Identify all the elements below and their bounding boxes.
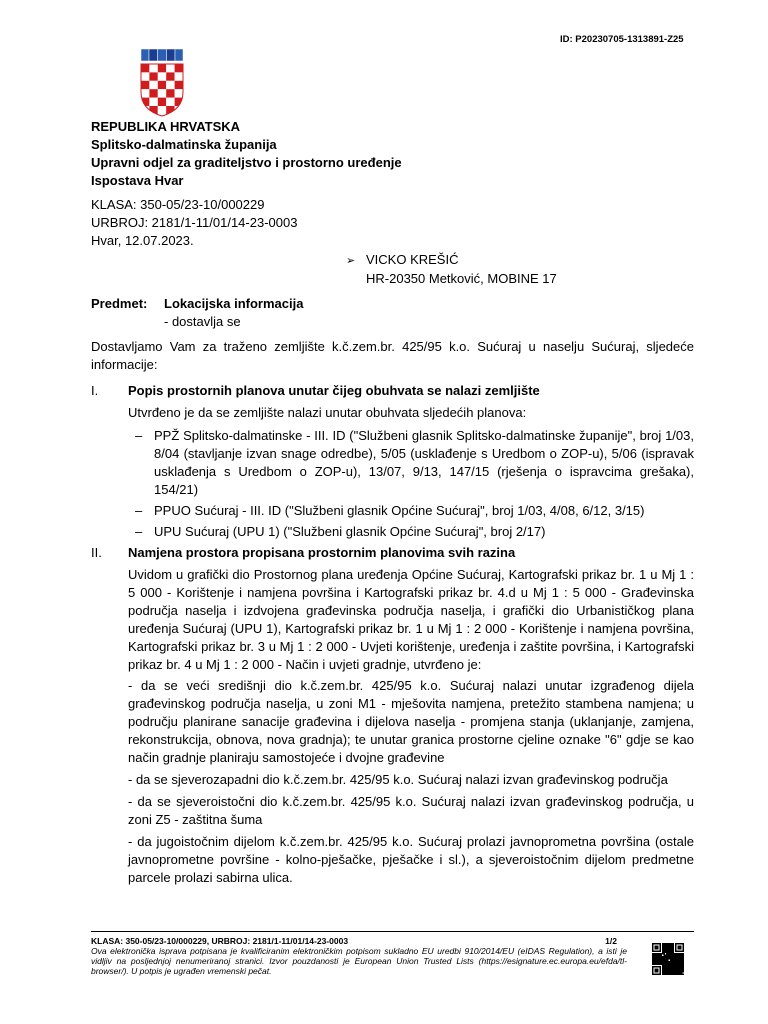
plan-item-text: PPŽ Splitsko-dalmatinske - III. ID ("Službeni glasnik Splitsko-dalmatinske županije", broj 1/03, 8/04 (stavljanje izvan snage odredbe), 5/05 (usklađenje s Uredbom o ZOP-u), 5/06 (ispravak usklađenja s Uredbom o ZOP-u), 13/07, 9/13, 147/15 (rješenja o ispravcima grešaka), 154/21) bbox=[154, 428, 694, 497]
place-date: Hvar, 12.07.2023. bbox=[91, 233, 194, 248]
subject-label: Predmet: bbox=[91, 296, 148, 311]
footer bbox=[91, 936, 627, 976]
signature-disclaimer: Ova elektronička isprava potpisana je kvalificiranim elektroničkim potpisom sukladno EU uredbi 910/2014/EU (eIDAS Regulation), a isti je vidljiv na posljednjoj nenumeriranoj stranici. Izvor pouzdanosti je European Union Trusted Lists (https://esignature.ec.europa.eu/efda/tl-browser/). U potpis je ugrađen vremenski pečat. bbox=[91, 946, 627, 976]
recipient bbox=[346, 251, 557, 288]
list-item bbox=[91, 427, 694, 499]
subject-title: Lokacijska informacija bbox=[164, 296, 304, 311]
dash-icon: – bbox=[135, 428, 143, 443]
urbroj: URBROJ: 2181/1-11/01/14-23-0003 bbox=[91, 215, 298, 230]
section-1-number: I. bbox=[91, 383, 99, 398]
header-department: Upravni odjel za graditeljstvo i prostorno uređenje bbox=[91, 155, 402, 170]
document-meta bbox=[91, 196, 297, 250]
finding-paragraph: - da se sjeverozapadni dio k.č.zem.br. 425/95 k.o. Sućuraj nalazi izvan građevinskog područja bbox=[128, 772, 668, 787]
dash-icon: – bbox=[135, 503, 143, 518]
issuer-header bbox=[91, 118, 402, 190]
header-county: Splitsko-dalmatinska županija bbox=[91, 137, 277, 152]
list-item bbox=[91, 502, 694, 520]
header-country: REPUBLIKA HRVATSKA bbox=[91, 119, 241, 134]
section-2-title: Namjena prostora propisana prostornim planovima svih razina bbox=[128, 545, 516, 560]
dash-icon: – bbox=[135, 524, 143, 539]
recipient-address: HR-20350 Metković, MOBINE 17 bbox=[366, 271, 557, 286]
plan-item-text: UPU Sućuraj (UPU 1) ("Službeni glasnik Općine Sućuraj", broj 2/17) bbox=[154, 524, 546, 539]
finding-paragraph: - da se sjeveroistočni dio k.č.zem.br. 425/95 k.o. Sućuraj nalazi izvan građevinskog područja, u zoni Z5 - zaštitna šuma bbox=[128, 794, 694, 827]
section-1-title: Popis prostornih planova unutar čijeg obuhvata se nalazi zemljište bbox=[128, 383, 540, 398]
qr-code-icon bbox=[652, 943, 684, 975]
section-1 bbox=[91, 382, 694, 541]
footer-reference: KLASA: 350-05/23-10/000229, URBROJ: 2181/1-11/01/14-23-0003 bbox=[91, 936, 349, 946]
subject bbox=[91, 295, 303, 331]
document-id: ID: P20230705-1313891-Z25 bbox=[560, 34, 684, 45]
croatian-coat-of-arms-icon bbox=[138, 48, 186, 118]
recipient-name: VICKO KREŠIĆ bbox=[366, 252, 459, 267]
finding-paragraph: - da jugoistočnim dijelom k.č.zem.br. 425/95 k.o. Sućuraj prolazi javnoprometna površina (ostale javnoprometne površine - kolno-pješačke, pješačke i sl.), a sjeveroistočnim dijelom predmetne parcele prolazi sabirna ulica. bbox=[128, 834, 694, 885]
plan-item-text: PPUO Sućuraj - III. ID ("Službeni glasnik Općine Sućuraj", broj 1/03, 4/08, 6/12, 3/15) bbox=[154, 503, 645, 518]
section-2 bbox=[91, 544, 694, 887]
intro-paragraph: Dostavljamo Vam za traženo zemljište k.č.zem.br. 425/95 k.o. Sućuraj u naselju Sućuraj, sljedeće informacije: bbox=[91, 339, 694, 372]
subject-sub: - dostavlja se bbox=[164, 314, 241, 329]
list-item bbox=[91, 523, 694, 541]
finding-paragraph: - da se veći središnji dio k.č.zem.br. 425/95 k.o. Sućuraj nalazi unutar izgrađenog dijela građevinskog područja naselja, u zoni M1 - mješovita namjena, pretežito stambena namjena; u području planirane sanacije građevina i dijelova naselja - promjena stanja (uklanjanje, zamjena, rekonstrukcija, obnova, nova gradnja); te unutar granica prostorne cjeline oznake "6" gdje se kao način gradnje planiraju samostojeće i dvojne građevine bbox=[128, 678, 694, 765]
section-2-number: II. bbox=[91, 545, 102, 560]
header-office: Ispostava Hvar bbox=[91, 173, 184, 188]
section-1-lead: Utvrđeno je da se zemljište nalazi unutar obuhvata sljedećih planova: bbox=[128, 405, 527, 420]
footer-divider bbox=[91, 931, 694, 932]
plan-list bbox=[91, 427, 694, 541]
recipient-bullet-icon: ➢ bbox=[346, 255, 356, 267]
section-2-paragraph: Uvidom u grafički dio Prostornog plana uređenja Općine Sućuraj, Kartografski prikaz br. 1 u Mj 1 : 5 000 - Korištenje i namjena površina i Kartografski prikaz br. 4.d u Mj 1 : 5 000 - Građevinska područja naselja i izdvojena građevinska područja naselja, i grafički dio Urbanističkog plana uređenja Sućuraj (UPU 1), Kartografski prikaz br. 1 u Mj 1 : 2 000 - Korištenje i namjena površina, Kartografski prikaz br. 3 u Mj 1 : 2 000 - Uvjeti korištenje, uređenja i zaštite površina, i Kartografski prikaz br. 4 u Mj 1 : 2 000 - Način i uvjeti gradnje, utvrđeno je: bbox=[128, 567, 694, 672]
page-number: 1/2 bbox=[605, 936, 617, 946]
klasa: KLASA: 350-05/23-10/000229 bbox=[91, 197, 265, 212]
